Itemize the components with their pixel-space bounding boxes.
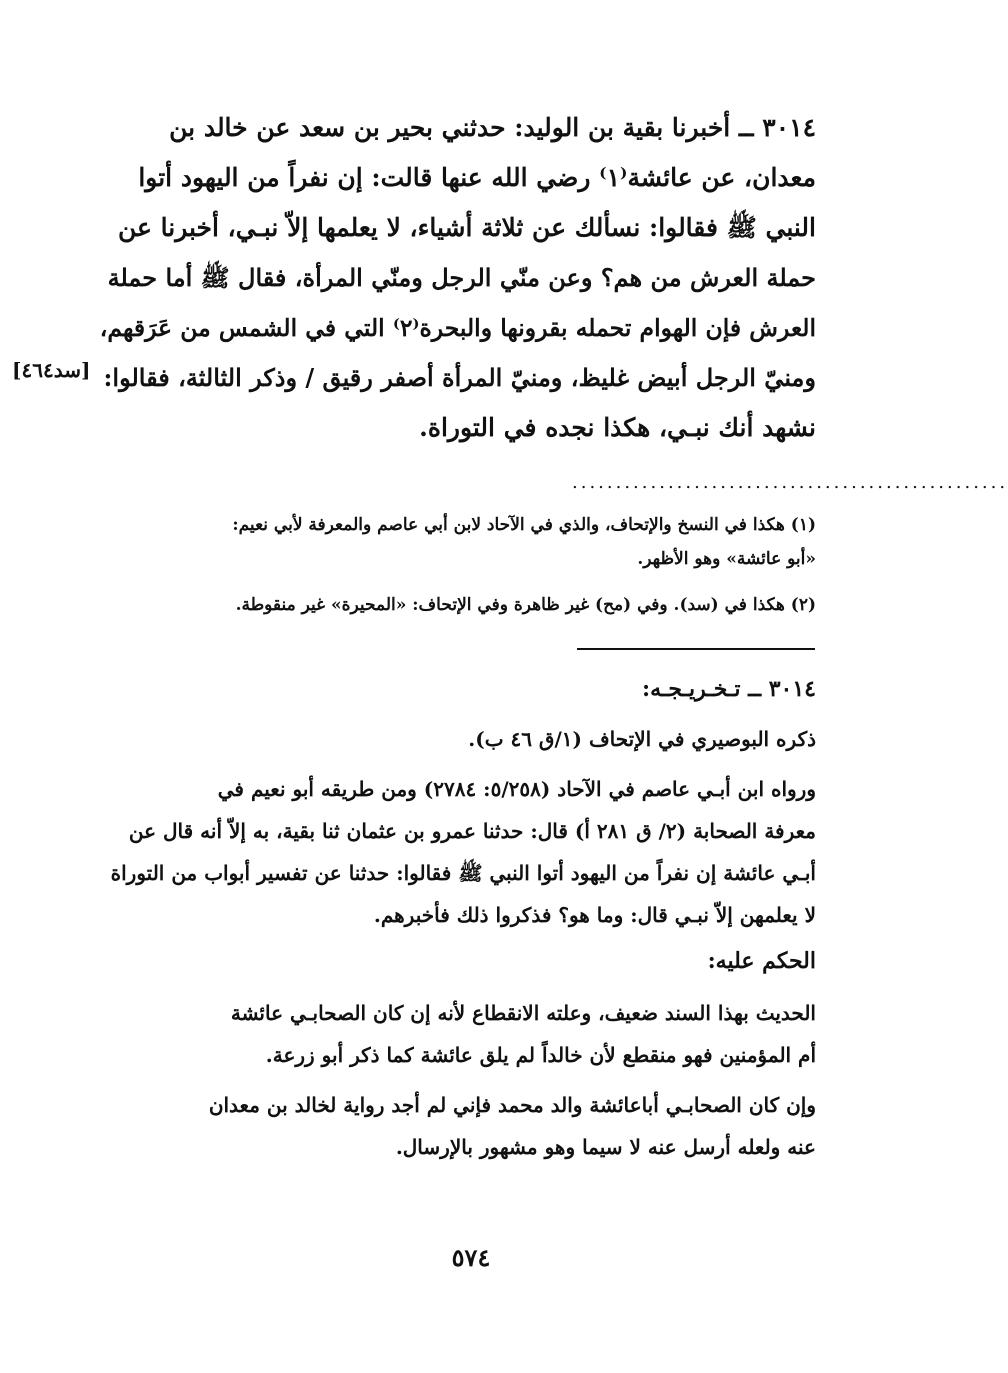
takhrij-line-5: لا يعلمهن إلاّ نبـي قال: وما هو؟ فذكروا ذلك فأخبرهم. [373,903,816,927]
takhrij-line-3: معرفة الصحابة (٢/ ق ٢٨١ أ) قال: حدثنا عمرو بن عثمان ثنا بقية، به إلاّ أنه قال عن [128,819,816,843]
hadith-line-6: ومنيّ الرجل أبيض غليظ، ومنيّ المرأة أصفر رقيق / وذكر الثالثة، فقالوا: [103,363,816,392]
hadith-line-7: نشهد أنك نبـي، هكذا نجده في التوراة. [419,413,816,442]
hukm-line-4: عنه ولعله أرسل عنه لا سيما وهو مشهور بالإرسال. [395,1135,816,1159]
footnote-2: (٢) هكذا في (سد). وفي (مح) غير ظاهرة وفي الإتحاف: «المحيرة» غير منقوطة. [235,595,816,615]
page-number: ٥٧٤ [451,1243,491,1272]
footnote-separator: .................................................. [572,472,1008,493]
hadith-line-4: حملة العرش من هم؟ وعن منّي الرجل ومنّي المرأة، فقال ﷺ أما حملة [107,263,816,292]
hadith-line-2: معدان، عن عائشة⁽١⁾ رضي الله عنها قالت: إن نفراً من اليهود أتوا [138,163,816,192]
takhrij-line-1: ذكره البوصيري في الإتحاف (١/ق ٤٦ ب). [468,727,816,751]
hukm-line-1: الحديث بهذا السند ضعيف، وعلته الانقطاع لأنه إن كان الصحابـي عائشة [230,1001,816,1025]
takhrij-line-2: ورواه ابن أبـي عاصم في الآحاد (٥/٢٥٨: ٢٧٨٤) ومن طريقه أبو نعيم في [217,777,816,801]
takhrij-heading: ٣٠١٤ ــ تـخـريـجـه: [642,676,816,702]
margin-reference: [سد٤٦٤] [12,358,91,382]
footnote-1-line-2: «أبو عائشة» وهو الأظهر. [637,549,816,569]
hukm-line-3: وإن كان الصحابـي أباعائشة والد محمد فإني لم أجد رواية لخالد بن معدان [208,1093,816,1117]
footnote-1-line-1: (١) هكذا في النسخ والإتحاف، والذي في الآحاد لابن أبي عاصم والمعرفة لأبي نعيم: [232,515,816,535]
hadith-line-1: ٣٠١٤ ــ أخبرنا بقية بن الوليد: حدثني بحير بن سعد عن خالد بن [169,113,816,142]
hukm-heading: الحكم عليه: [707,948,816,974]
hukm-line-2: أم المؤمنين فهو منقطع لأن خالداً لم يلق عائشة كما ذكر أبو زرعة. [265,1043,816,1067]
section-divider [577,648,815,650]
hadith-line-5: العرش فإن الهوام تحمله بقرونها والبحرة⁽٢⁾ التي في الشمس من عَرَقهم، [99,314,816,342]
takhrij-line-4: أبـي عائشة إن نفراً من اليهود أتوا النبي ﷺ فقالوا: حدثنا عن تفسير أبواب من التوراة [110,861,816,885]
hadith-line-3: النبي ﷺ فقالوا: نسألك عن ثلاثة أشياء، لا يعلمها إلاّ نبـي، أخبرنا عن [117,213,816,242]
